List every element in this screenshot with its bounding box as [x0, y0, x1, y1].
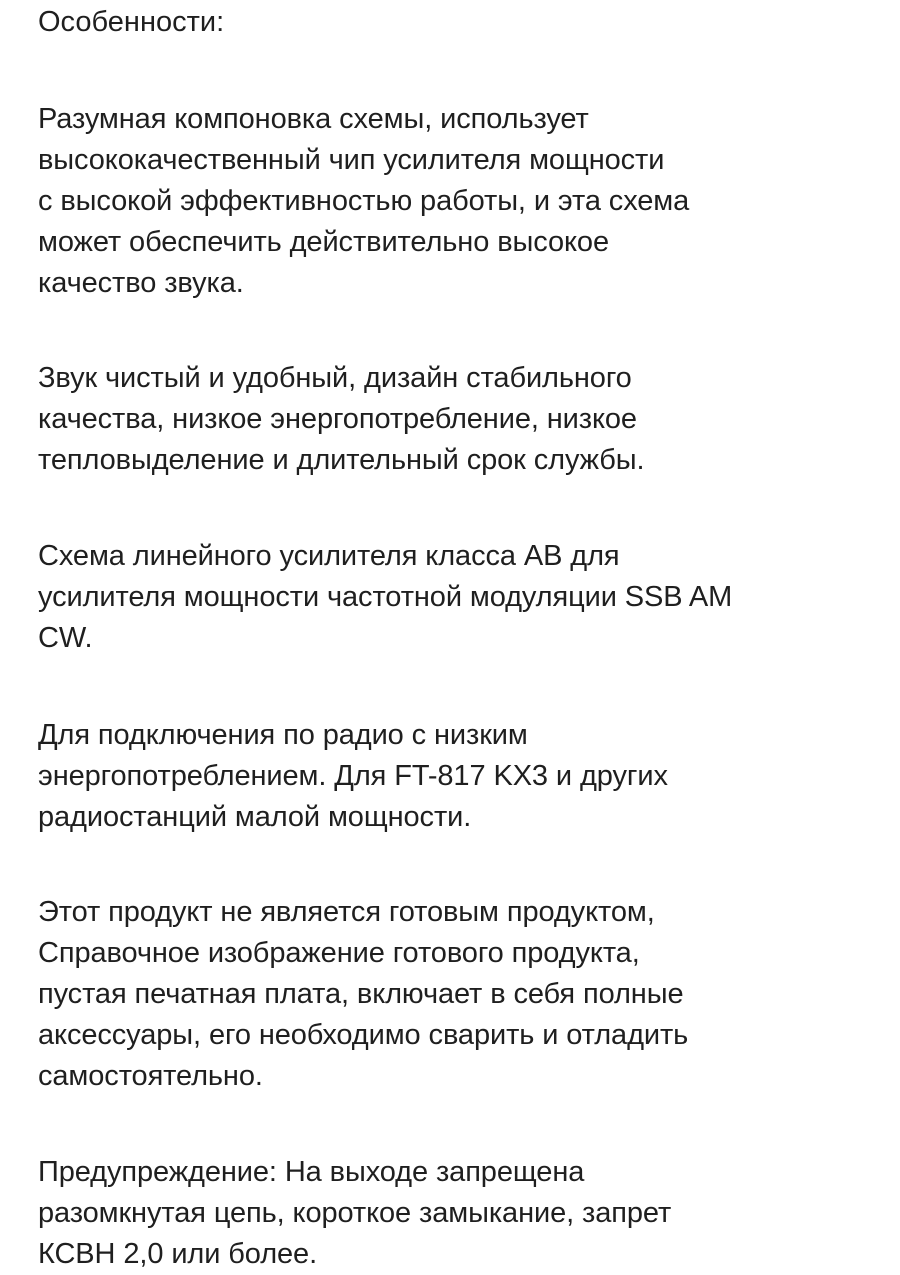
paragraph-warning	[38, 1152, 864, 1275]
paragraph-radio-connection	[38, 715, 864, 838]
text-line: Разумная компоновка схемы, использует	[38, 103, 589, 135]
text-line: радиостанций малой мощности.	[38, 801, 472, 833]
text-line: высококачественный чип усилителя мощности	[38, 144, 665, 176]
text-line: может обеспечить действительно высокое	[38, 226, 609, 258]
text-line: КСВН 2,0 или более.	[38, 1238, 318, 1270]
text-line: Для подключения по радио с низким	[38, 719, 528, 751]
text-line: качество звука.	[38, 267, 244, 299]
text-line: самостоятельно.	[38, 1060, 263, 1092]
text-line: CW.	[38, 622, 93, 654]
text-line: пустая печатная плата, включает в себя полные	[38, 978, 684, 1010]
text-line: качества, низкое энергопотребление, низкое	[38, 403, 637, 435]
text-line: Этот продукт не является готовым продуктом,	[38, 896, 655, 928]
text-line: Предупреждение: На выходе запрещена	[38, 1156, 585, 1188]
text-line: тепловыделение и длительный срок службы.	[38, 444, 645, 476]
text-line: усилителя мощности частотной модуляции SSB AM	[38, 581, 733, 613]
text-line: Звук чистый и удобный, дизайн стабильного	[38, 362, 632, 394]
text-line: Справочное изображение готового продукта,	[38, 937, 640, 969]
text-line: разомкнутая цепь, короткое замыкание, запрет	[38, 1197, 672, 1229]
paragraph-amplifier-class	[38, 536, 864, 659]
text-line: энергопотреблением. Для FT-817 KX3 и других	[38, 760, 668, 792]
paragraph-kit-notice	[38, 892, 864, 1097]
text-line: Схема линейного усилителя класса АВ для	[38, 540, 620, 572]
features-heading: Особенности:	[38, 6, 225, 38]
text-line: с высокой эффективностью работы, и эта схема	[38, 185, 690, 217]
paragraph-sound-quality	[38, 358, 864, 481]
text-line: аксессуары, его необходимо сварить и отладить	[38, 1019, 689, 1051]
paragraph-circuit-layout	[38, 99, 864, 304]
